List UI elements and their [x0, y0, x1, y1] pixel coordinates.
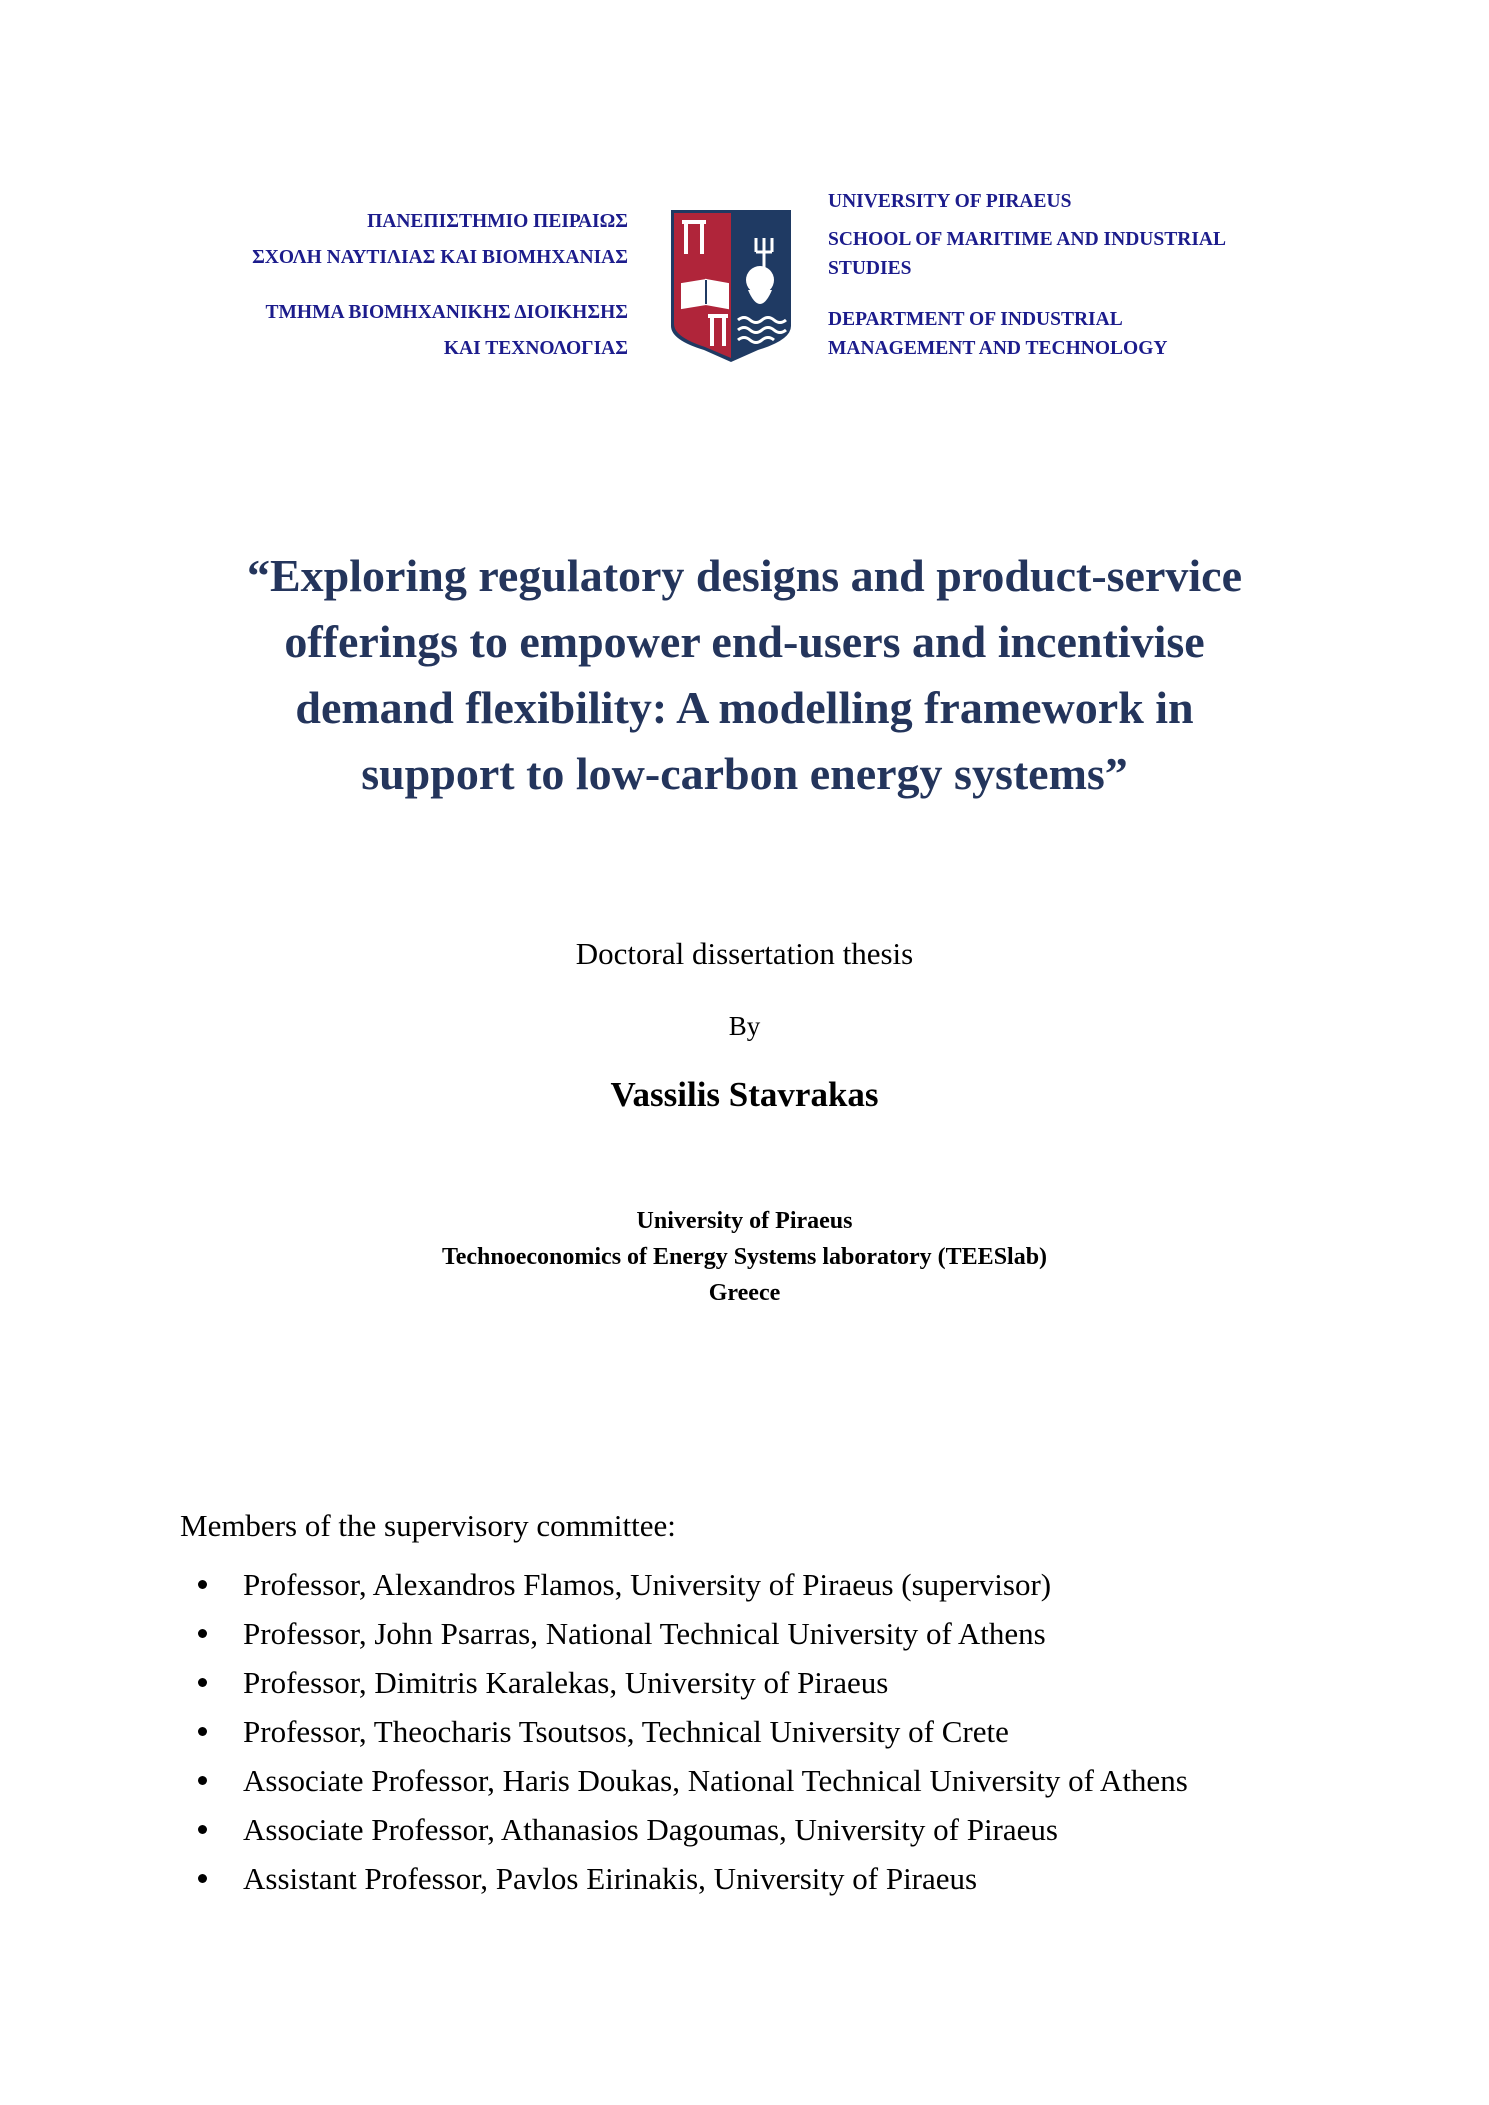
greek-university-name: ΠΑΝΕΠΙΣΤΗΜΙΟ ΠΕΙΡΑΙΩΣ: [367, 211, 628, 232]
greek-school-name: ΣΧΟΛΗ ΝΑΥΤΙΛΙΑΣ ΚΑΙ ΒΙΟΜΗΧΑΝΙΑΣ: [252, 247, 628, 268]
affiliation-university: University of Piraeus: [636, 1208, 853, 1234]
committee-member: [180, 1854, 1188, 1903]
committee-member: [180, 1805, 1188, 1854]
bullet-icon: [198, 1825, 207, 1834]
bullet-icon: [198, 1874, 207, 1883]
committee-member-text: Professor, Theocharis Tsoutsos, Technical University of Crete: [243, 1714, 1009, 1749]
by-label: By: [728, 1011, 761, 1041]
english-header: [828, 187, 1226, 363]
affiliation-laboratory: Technoeconomics of Energy Systems laboratory (TEESlab): [441, 1244, 1048, 1270]
author-name: Vassilis Stavrakas: [610, 1075, 879, 1114]
english-university-name: UNIVERSITY OF PIRAEUS: [828, 191, 1072, 212]
committee-member: [180, 1756, 1188, 1805]
greek-header: [252, 204, 628, 367]
thesis-title-line: demand flexibility: A modelling framework in: [295, 682, 1194, 733]
greek-department-name-line1: ΤΜΗΜΑ ΒΙΟΜΗΧΑΝΙΚΗΣ ΔΙΟΙΚΗΣΗΣ: [265, 302, 628, 323]
english-department-name-line1: DEPARTMENT OF INDUSTRIAL: [828, 309, 1123, 330]
english-school-name-line1: SCHOOL OF MARITIME AND INDUSTRIAL: [828, 229, 1226, 250]
bullet-icon: [198, 1580, 207, 1589]
bullet-icon: [198, 1727, 207, 1736]
committee-member-text: Associate Professor, Haris Doukas, National Technical University of Athens: [243, 1763, 1188, 1798]
committee-member-text: Assistant Professor, Pavlos Eirinakis, University of Piraeus: [243, 1861, 978, 1896]
greek-department-name-line2: ΚΑΙ ΤΕΧΝΟΛΟΓΙΑΣ: [443, 338, 628, 359]
committee-member: [180, 1707, 1188, 1756]
committee-list: [180, 1560, 1188, 1903]
bullet-icon: [198, 1776, 207, 1785]
committee-member-text: Professor, Alexandros Flamos, University of Piraeus (supervisor): [243, 1567, 1052, 1602]
committee-member-text: Professor, John Psarras, National Technical University of Athens: [243, 1616, 1046, 1651]
thesis-title-line: support to low-carbon energy systems”: [361, 748, 1128, 799]
affiliation-country: Greece: [708, 1280, 781, 1306]
committee-heading: Members of the supervisory committee:: [180, 1508, 676, 1543]
committee-member-text: Professor, Dimitris Karalekas, University of Piraeus: [243, 1665, 889, 1700]
committee-member: [180, 1560, 1188, 1609]
author-affiliation: [0, 1203, 1489, 1311]
document-type: Doctoral dissertation thesis: [575, 936, 914, 971]
committee-member: [180, 1609, 1188, 1658]
english-department-name-line2: MANAGEMENT AND TECHNOLOGY: [828, 338, 1168, 359]
committee-member: [180, 1658, 1188, 1707]
thesis-title-line: offerings to empower end-users and incentivise: [284, 616, 1205, 667]
university-crest-logo: [668, 208, 794, 364]
english-school-name-line2: STUDIES: [828, 258, 912, 279]
committee-member-text: Associate Professor, Athanasios Dagoumas, University of Piraeus: [243, 1812, 1058, 1847]
thesis-title: [120, 543, 1369, 807]
bullet-icon: [198, 1629, 207, 1638]
bullet-icon: [198, 1678, 207, 1687]
thesis-title-line: “Exploring regulatory designs and product-service: [247, 550, 1242, 601]
